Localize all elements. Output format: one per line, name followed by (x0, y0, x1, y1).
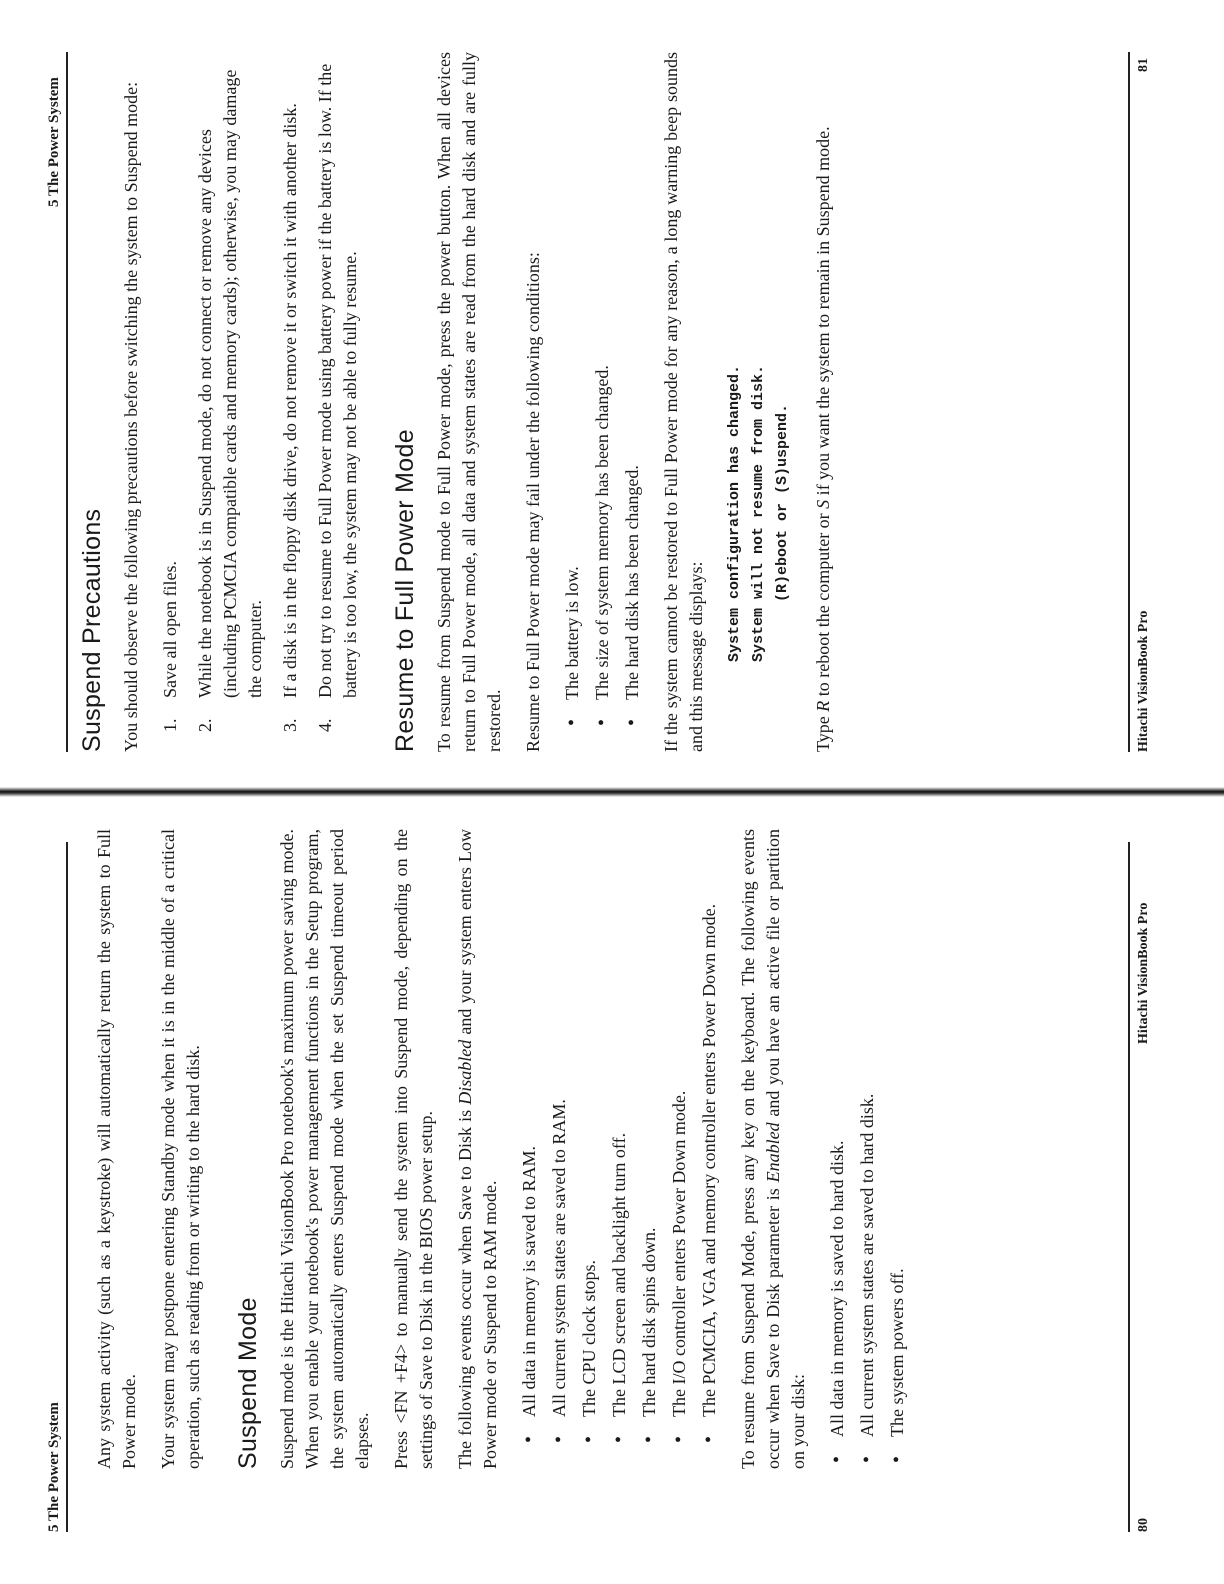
paragraph: To resume from Suspend Mode, press any key on the keyboard. The following events occur when Save to Disk parameter is Enabled and you have an active file or partition on your disk: (738, 829, 808, 1469)
footer-rule (1128, 52, 1130, 752)
list-item: • The battery is low. (560, 52, 585, 726)
paragraph: To resume from Suspend mode to Full Power mode, press the power button. When all devices return to Full Power mode, all data and system states are read from the hard disk and are fully restored. (434, 52, 504, 752)
intro-paragraph: Your system may postpone entering Standby mode when it is in the middle of a critical operation, such as reading from or writing to the hard disk. (158, 829, 203, 1469)
paragraph: Suspend mode is the Hitachi VisionBook Pro notebook's maximum power saving mode. When you enable your notebook's power management functions in the Setup program, the system automatically enters Suspend mode when the set Suspend timeout period elapses. (277, 829, 372, 1469)
message-line: System configuration has changed. (726, 364, 743, 662)
page-number: 81 (1136, 58, 1151, 72)
footer-rule (1128, 842, 1130, 1532)
running-head: 5 The Power System (46, 77, 62, 207)
error-message (723, 52, 795, 662)
footer-title: Hitachi VisionBook Pro (1136, 902, 1151, 1044)
list-item: • The size of system memory has been changed. (590, 52, 615, 726)
footer-title: Hitachi VisionBook Pro (1136, 610, 1151, 752)
section-heading-suspend-mode: Suspend Mode (234, 1297, 262, 1469)
header-rule (66, 842, 68, 1532)
precautions-list (158, 52, 363, 732)
paragraph: The following events occur when Save to Disk is Disabled and your system enters Low Power mode or Suspend to RAM mode. (455, 829, 500, 1469)
right-body (60, 52, 850, 752)
page-number: 80 (1136, 1518, 1151, 1532)
paragraph: Press <FN +F4> to manually send the system into Suspend mode, depending on the settings of Save to Disk in the BIOS power setup. (391, 829, 436, 1469)
list-item: • All data in memory is saved to hard disk. (825, 829, 850, 1463)
list-item: • The hard disk spins down. (637, 829, 662, 1443)
list-item: • The hard disk has been changed. (620, 52, 645, 726)
left-body (92, 829, 924, 1469)
page-80 (0, 792, 1224, 1584)
intro-paragraph: Any system activity (such as a keystroke) will automatically return the system to Full Power mode. (94, 829, 139, 1469)
list-item: • The I/O controller enters Power Down mode. (667, 829, 692, 1443)
list-item: 1. Save all open files. (160, 561, 180, 732)
list-item: • All data in memory is saved to RAM. (517, 829, 542, 1443)
paragraph: Type R to reboot the computer or S if you want the system to remain in Suspend mode. (813, 126, 833, 752)
list-item: • The CPU clock stops. (577, 829, 602, 1443)
list-item: 4. Do not try to resume to Full Power mode using battery power if the battery is low. If the battery is too low, the system may not be able to fully resume. (315, 63, 360, 732)
paragraph: You should observe the following precautions before switching the system to Suspend mode: (121, 81, 141, 752)
message-line: System will not resume from disk. (750, 364, 767, 662)
disk-events-list (825, 829, 910, 1463)
list-item: • All current system states are saved to hard disk. (855, 829, 880, 1463)
list-item: • The LCD screen and backlight turn off. (607, 829, 632, 1443)
section-heading-resume: Resume to Full Power Mode (391, 429, 419, 752)
list-item: • The system powers off. (885, 829, 910, 1463)
paragraph: If the system cannot be restored to Full Power mode for any reason, a long warning beep sounds and this message displays: (661, 52, 706, 752)
message-line: (R)eboot or (S)uspend. (774, 403, 791, 602)
running-head: 5 The Power System (46, 1402, 62, 1532)
section-heading-suspend-precautions: Suspend Precautions (78, 508, 106, 752)
list-item: 3. If a disk is in the floppy disk drive, do not remove it or switch it with another disk. (280, 103, 300, 732)
list-item: 2. While the notebook is in Suspend mode, do not connect or remove any devices (including PCMCIA compatible cards and memory cards); otherwise, you may damage the computer. (195, 69, 265, 732)
conditions-list (560, 52, 645, 726)
list-item: • All current system states are saved to RAM. (547, 829, 572, 1443)
suspend-events-list (517, 829, 722, 1443)
paragraph: Resume to Full Power mode may fail under the following conditions: (523, 252, 543, 752)
list-item: • The PCMCIA, VGA and memory controller enters Power Down mode. (697, 829, 722, 1443)
